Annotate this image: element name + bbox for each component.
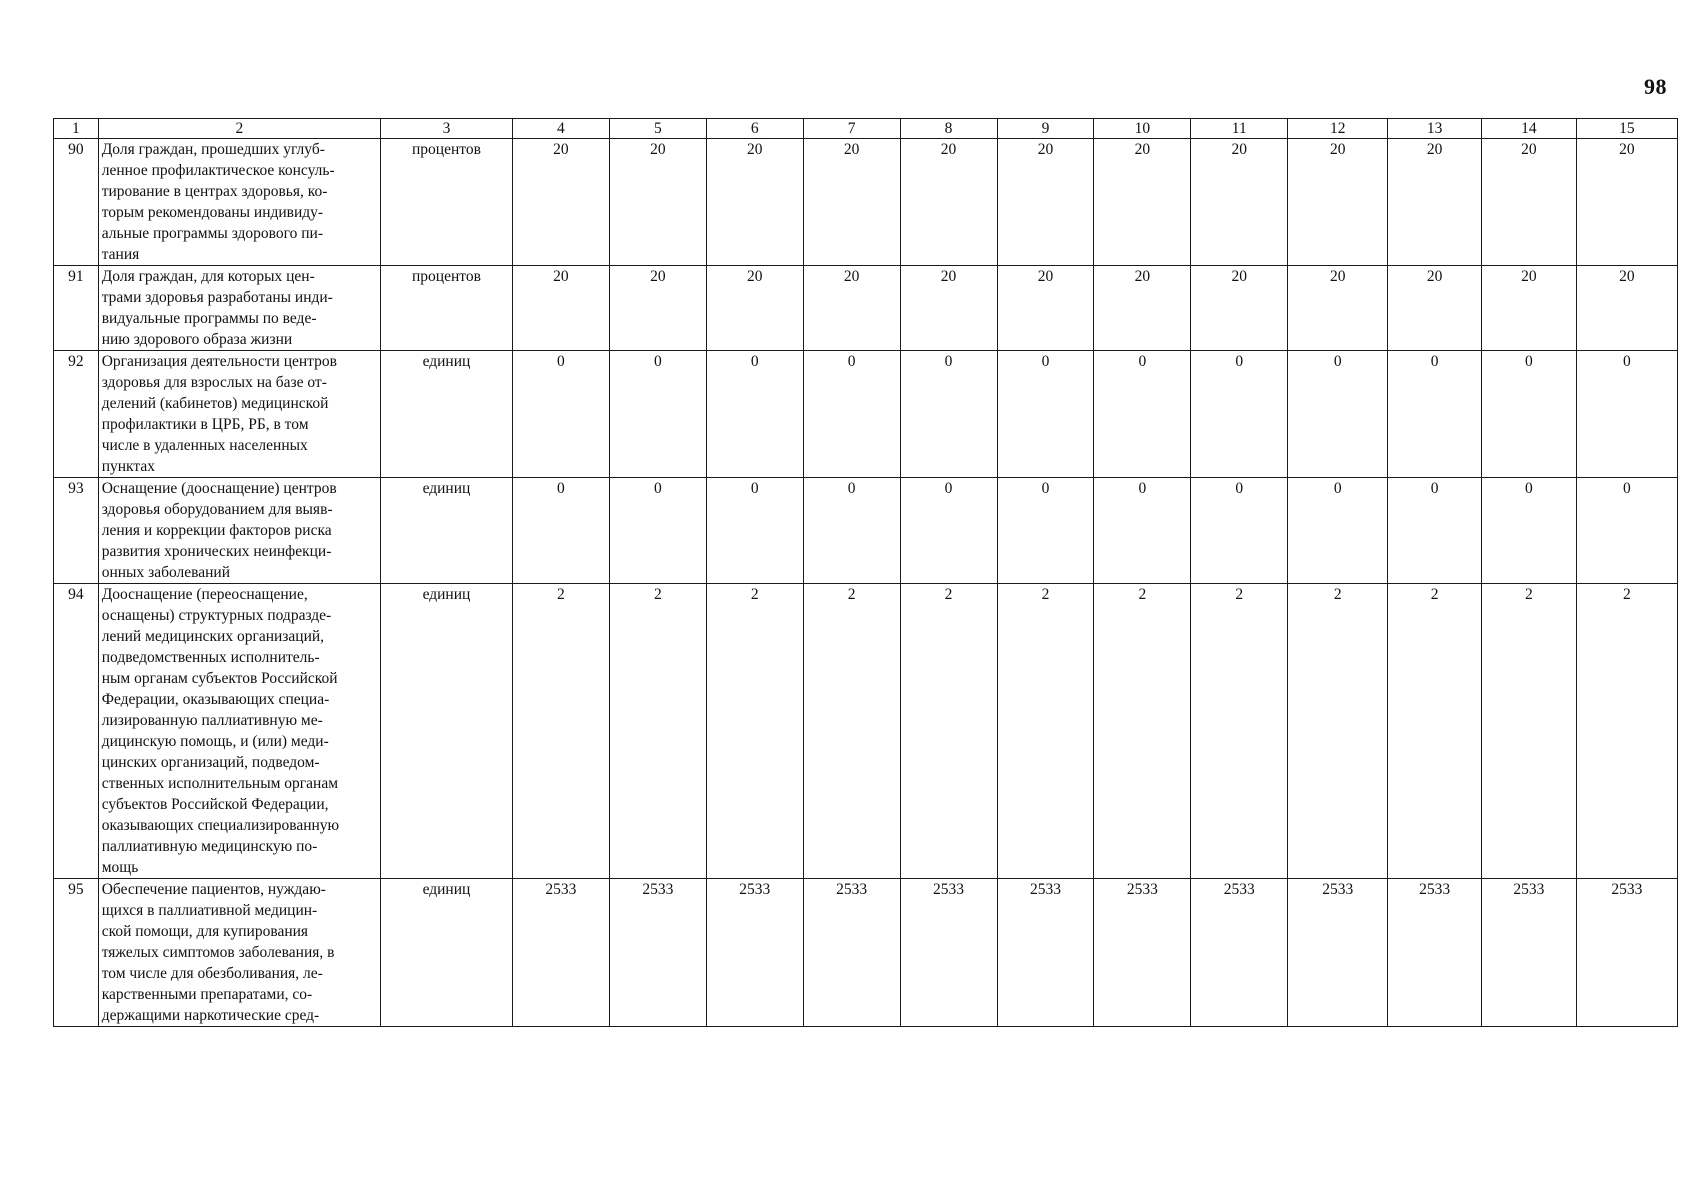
table-row <box>54 879 1678 1027</box>
value-cell: 2533 <box>803 879 900 1027</box>
description-line: развития хронических неинфекци- <box>101 543 332 560</box>
value-cell: 2 <box>1094 584 1191 879</box>
value-cell: 0 <box>1288 478 1388 584</box>
value-cell: 20 <box>1482 266 1577 351</box>
value-cell: 20 <box>803 139 900 266</box>
value-cell: 0 <box>1094 351 1191 478</box>
description-line: карственными препаратами, со- <box>101 986 313 1003</box>
value-cell: 20 <box>1094 139 1191 266</box>
value-cell: 0 <box>803 478 900 584</box>
value-cell: 0 <box>609 351 706 478</box>
description-line: подведомственных исполнитель- <box>101 649 320 666</box>
value-cell: 2 <box>900 584 997 879</box>
description-line: ным органам субъектов Российской <box>101 670 338 687</box>
value-cell: 0 <box>1482 478 1577 584</box>
column-header-4: 4 <box>512 119 609 139</box>
value-cell: 2 <box>803 584 900 879</box>
value-cell: 0 <box>609 478 706 584</box>
description-line: том числе для обезболивания, ле- <box>101 965 323 982</box>
value-cell: 20 <box>900 266 997 351</box>
value-cell: 20 <box>512 139 609 266</box>
value-cell: 20 <box>706 266 803 351</box>
table-row <box>54 478 1678 584</box>
description-line: тяжелых симптомов заболевания, в <box>101 944 335 961</box>
row-number: 91 <box>54 266 99 351</box>
description-line: тания <box>101 246 140 263</box>
description-line: здоровья для взрослых на базе от- <box>101 374 327 391</box>
value-cell: 0 <box>997 478 1094 584</box>
column-header-14: 14 <box>1482 119 1577 139</box>
description-line: торым рекомендованы индивиду- <box>101 204 324 221</box>
description-line: альные программы здорового пи- <box>101 225 323 242</box>
value-cell: 0 <box>706 351 803 478</box>
table-body <box>54 139 1678 1027</box>
value-cell: 2 <box>1388 584 1482 879</box>
description-line: делений (кабинетов) медицинской <box>101 395 329 412</box>
value-cell: 20 <box>1191 139 1288 266</box>
value-cell: 0 <box>900 478 997 584</box>
value-cell: 20 <box>900 139 997 266</box>
value-cell: 0 <box>803 351 900 478</box>
value-cell: 0 <box>1576 351 1677 478</box>
description-line: ления и коррекции факторов риска <box>101 522 332 539</box>
value-cell: 20 <box>609 139 706 266</box>
description-line: числе в удаленных населенных <box>101 437 308 454</box>
table-row <box>54 351 1678 478</box>
indicator-description <box>98 139 380 266</box>
description-line: профилактики в ЦРБ, РБ, в том <box>101 416 309 433</box>
value-cell: 2 <box>609 584 706 879</box>
description-line: тирование в центрах здоровья, ко- <box>101 183 328 200</box>
indicator-description <box>98 351 380 478</box>
value-cell: 2 <box>706 584 803 879</box>
value-cell: 2533 <box>1576 879 1677 1027</box>
value-cell: 2 <box>1288 584 1388 879</box>
value-cell: 20 <box>1388 139 1482 266</box>
value-cell: 0 <box>706 478 803 584</box>
column-header-15: 15 <box>1576 119 1677 139</box>
table-row <box>54 266 1678 351</box>
value-cell: 20 <box>1288 139 1388 266</box>
value-cell: 0 <box>1388 351 1482 478</box>
description-line: ской помощи, для купирования <box>101 923 309 940</box>
page-number: 98 <box>1644 74 1667 99</box>
description-line: субъектов Российской Федерации, <box>101 796 329 813</box>
value-cell: 2533 <box>1191 879 1288 1027</box>
unit-of-measure: процентов <box>380 139 512 266</box>
row-number: 94 <box>54 584 99 879</box>
value-cell: 0 <box>512 478 609 584</box>
column-header-5: 5 <box>609 119 706 139</box>
value-cell: 20 <box>1388 266 1482 351</box>
value-cell: 2533 <box>900 879 997 1027</box>
value-cell: 0 <box>1094 478 1191 584</box>
table-row <box>54 584 1678 879</box>
description-line: Федерации, оказывающих специа- <box>101 691 330 708</box>
value-cell: 20 <box>997 266 1094 351</box>
description-line: оснащены) структурных подразде- <box>101 607 332 624</box>
description-line: Обеспечение пациентов, нуждаю- <box>101 881 326 898</box>
description-line: Доля граждан, для которых цен- <box>101 268 315 285</box>
value-cell: 0 <box>997 351 1094 478</box>
indicator-table <box>53 118 1678 1027</box>
value-cell: 2 <box>512 584 609 879</box>
description-line: Доля граждан, прошедших углуб- <box>101 141 325 158</box>
description-line: лений медицинских организаций, <box>101 628 325 645</box>
column-header-12: 12 <box>1288 119 1388 139</box>
value-cell: 0 <box>1576 478 1677 584</box>
value-cell: 0 <box>900 351 997 478</box>
description-line: ственных исполнительным органам <box>101 775 339 792</box>
indicator-description <box>98 584 380 879</box>
value-cell: 20 <box>1576 266 1677 351</box>
unit-of-measure: процентов <box>380 266 512 351</box>
description-line: ленное профилактическое консуль- <box>101 162 335 179</box>
column-header-7: 7 <box>803 119 900 139</box>
description-line: паллиативную медицинскую по- <box>101 838 318 855</box>
description-line: лизированную паллиативную ме- <box>101 712 323 729</box>
value-cell: 2533 <box>1094 879 1191 1027</box>
description-line: онных заболеваний <box>101 564 231 581</box>
value-cell: 2533 <box>1482 879 1577 1027</box>
value-cell: 2533 <box>706 879 803 1027</box>
value-cell: 20 <box>609 266 706 351</box>
value-cell: 2533 <box>997 879 1094 1027</box>
unit-of-measure: единиц <box>380 478 512 584</box>
value-cell: 20 <box>803 266 900 351</box>
description-line: Дооснащение (переоснащение, <box>101 586 308 603</box>
value-cell: 2533 <box>1388 879 1482 1027</box>
value-cell: 0 <box>1482 351 1577 478</box>
value-cell: 20 <box>1482 139 1577 266</box>
row-number: 90 <box>54 139 99 266</box>
row-number: 95 <box>54 879 99 1027</box>
description-line: здоровья оборудованием для выяв- <box>101 501 333 518</box>
value-cell: 0 <box>1191 478 1288 584</box>
column-header-3: 3 <box>380 119 512 139</box>
description-line: оказывающих специализированную <box>101 817 340 834</box>
description-line: трами здоровья разработаны инди- <box>101 289 333 306</box>
value-cell: 2 <box>997 584 1094 879</box>
value-cell: 20 <box>1094 266 1191 351</box>
column-header-9: 9 <box>997 119 1094 139</box>
description-line: Оснащение (дооснащение) центров <box>101 480 337 497</box>
value-cell: 0 <box>512 351 609 478</box>
description-line: щихся в паллиативной медицин- <box>101 902 318 919</box>
description-line: пунктах <box>101 458 155 475</box>
value-cell: 20 <box>706 139 803 266</box>
value-cell: 2533 <box>1288 879 1388 1027</box>
row-number: 93 <box>54 478 99 584</box>
description-line: Организация деятельности центров <box>101 353 337 370</box>
unit-of-measure: единиц <box>380 879 512 1027</box>
value-cell: 20 <box>512 266 609 351</box>
value-cell: 2533 <box>512 879 609 1027</box>
description-line: видуальные программы по веде- <box>101 310 317 327</box>
unit-of-measure: единиц <box>380 351 512 478</box>
indicator-description <box>98 266 380 351</box>
value-cell: 0 <box>1288 351 1388 478</box>
value-cell: 2533 <box>609 879 706 1027</box>
description-line: мощь <box>101 859 139 876</box>
indicator-description <box>98 879 380 1027</box>
value-cell: 2 <box>1191 584 1288 879</box>
table-row <box>54 139 1678 266</box>
description-line: цинских организаций, подведом- <box>101 754 320 771</box>
column-header-11: 11 <box>1191 119 1288 139</box>
column-header-8: 8 <box>900 119 997 139</box>
unit-of-measure: единиц <box>380 584 512 879</box>
value-cell: 2 <box>1482 584 1577 879</box>
value-cell: 0 <box>1191 351 1288 478</box>
indicator-description <box>98 478 380 584</box>
column-header-2: 2 <box>98 119 380 139</box>
header-row <box>54 119 1678 139</box>
value-cell: 20 <box>1288 266 1388 351</box>
value-cell: 20 <box>997 139 1094 266</box>
row-number: 92 <box>54 351 99 478</box>
value-cell: 20 <box>1576 139 1677 266</box>
value-cell: 20 <box>1191 266 1288 351</box>
description-line: держащими наркотические сред- <box>101 1007 320 1024</box>
column-header-6: 6 <box>706 119 803 139</box>
column-header-13: 13 <box>1388 119 1482 139</box>
column-header-1: 1 <box>54 119 99 139</box>
description-line: нию здорового образа жизни <box>101 331 293 348</box>
value-cell: 0 <box>1388 478 1482 584</box>
description-line: дицинскую помощь, и (или) меди- <box>101 733 329 750</box>
column-header-10: 10 <box>1094 119 1191 139</box>
value-cell: 2 <box>1576 584 1677 879</box>
